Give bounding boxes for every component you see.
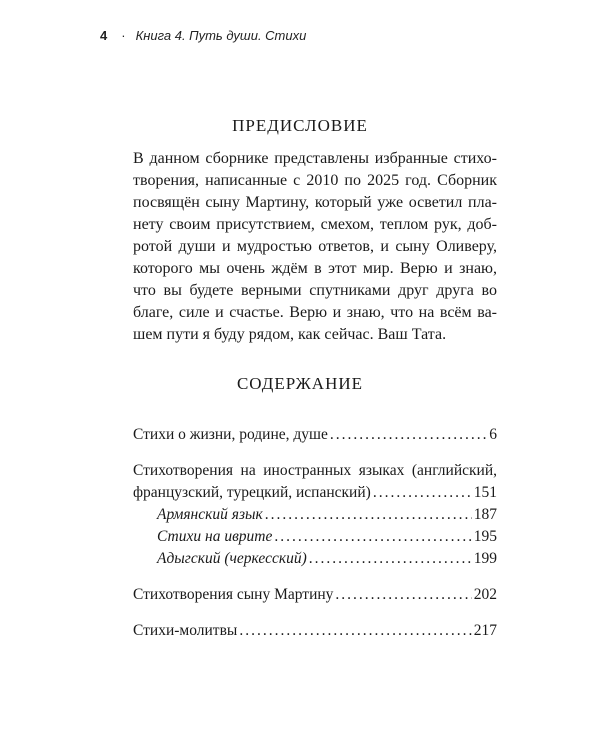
contents-heading: СОДЕРЖАНИЕ <box>236 374 364 393</box>
preface-heading: ПРЕДИСЛОВИЕ <box>232 116 368 135</box>
toc-entry-title-line1[interactable]: Стихотворения на иностранных языках (английский, <box>133 462 497 479</box>
toc-entry-title: Адыгский (черкесский) <box>157 550 307 567</box>
toc-leader <box>335 584 471 606</box>
toc-entry-title: Стихотворения сыну Мартину <box>133 586 334 603</box>
toc-entry[interactable] <box>133 424 497 446</box>
preface-line: благе, силе и счастье. Верю и знаю, что на всём ва- <box>133 304 497 321</box>
page-number: 4 <box>100 28 108 43</box>
toc-entry-page: 217 <box>473 622 497 639</box>
toc-entry-title: Стихи на иврите <box>157 528 273 545</box>
toc-entry-title: французский, турецкий, испанский) <box>133 484 371 501</box>
header-separator: · <box>121 28 126 43</box>
toc-entry-title: Армянский язык <box>157 506 263 523</box>
preface-line: В данном сборнике представлены избранные стихо- <box>133 150 497 167</box>
toc-entry-page: 6 <box>489 426 497 443</box>
preface-line: нету своим присутствием, смехом, теплом рук, доб- <box>133 216 497 233</box>
toc-entry[interactable] <box>133 584 497 606</box>
toc-entry-title: Стихи о жизни, родине, душе <box>133 426 328 443</box>
toc-entry-page: 202 <box>473 586 497 603</box>
toc-leader <box>373 482 472 504</box>
toc-subentry[interactable] <box>133 504 497 526</box>
toc-entry-page: 195 <box>473 528 497 545</box>
preface-line: ротой души и мудростью ответов, и сыну Оливеру, <box>133 238 497 255</box>
toc-entry-page: 151 <box>473 484 497 501</box>
preface-line: которого мы очень ждём в этот мир. Верю и знаю, <box>133 260 497 277</box>
table-of-contents <box>133 424 497 642</box>
toc-entry-page: 199 <box>473 550 497 567</box>
preface-line: посвящён сыну Мартину, который уже осветил пла- <box>133 194 497 211</box>
toc-leader <box>330 424 487 446</box>
preface-line: шем пути я буду рядом, как сейчас. Ваш Тата. <box>133 326 447 343</box>
preface-body <box>133 148 497 346</box>
preface-line: что вы будете верными спутниками друг друга во <box>133 282 497 299</box>
toc-subentry[interactable] <box>133 526 497 548</box>
toc-leader <box>265 504 472 526</box>
toc-subentry[interactable] <box>133 548 497 570</box>
preface-line: творения, написанные с 2010 по 2025 год. Сборник <box>133 172 497 189</box>
toc-entry[interactable] <box>133 620 497 642</box>
toc-entry-page: 187 <box>473 506 497 523</box>
toc-leader <box>309 548 472 570</box>
toc-leader <box>239 620 471 642</box>
toc-leader <box>274 526 471 548</box>
toc-entry[interactable] <box>133 482 497 504</box>
running-title: Книга 4. Путь души. Стихи <box>135 28 307 43</box>
toc-entry-title: Стихи-молитвы <box>133 622 238 639</box>
running-header <box>100 28 306 43</box>
